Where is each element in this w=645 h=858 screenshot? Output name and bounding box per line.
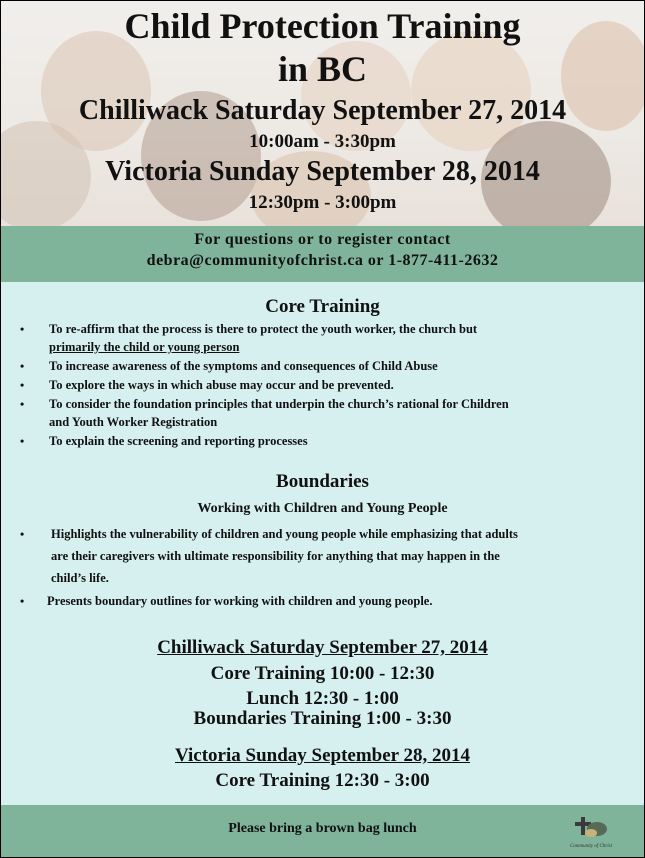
footer-band — [1, 805, 644, 857]
event2-time: 12:30pm - 3:00pm — [248, 192, 397, 213]
victoria-schedule-heading: Victoria Sunday September 28, 2014 — [174, 745, 471, 766]
bullet-icon: • — [20, 434, 25, 448]
bullet-icon: • — [20, 322, 25, 336]
page-title-line2: in BC — [277, 49, 368, 89]
footer-note: Please bring a brown bag lunch — [228, 821, 417, 836]
boundaries-title: Boundaries — [276, 471, 369, 492]
victoria-core-time: Core Training 12:30 - 3:00 — [215, 770, 430, 791]
bullet-icon: • — [20, 359, 25, 373]
event1-heading: Chilliwack Saturday September 27, 2014 — [78, 95, 567, 126]
flyer-page: Child Protection Training in BC Chilliwack Saturday September 27, 2014 10:00am - 3:30pm Victoria Sunday September 28, 2014 12:30pm - 3:00pm For questions or to register contact debra@communityofchrist.ca or 1-877-411-2632 Core Training • To re-affirm that the process is there to protect the youth worker, the church but primarily the child or young person • To increase awareness of the symptoms and consequences of Child Abuse • To explore the ways in which abuse may occur and be prevented. • To consider the foundation principles that underpin the church’s rational for Children and Youth Worker Registration • To explain the screening and reporting processes Boundaries Working with Children and Young People • Highlights the vulnerability of children and young people while emphasizing that adults are their caregivers with ultimate responsibility for anything that may happen in the child’s life. • Presents boundary outlines for working with children and young people. Chilliwack Saturday September 27, 2014 Core Training 10:00 - 12:30 Lunch 12:30 - 1:00 Boundaries Training 1:00 - 3:30 Victoria Sunday September 28, 2014 Core Training 12:30 - 3:00 Please bring a brown bag lunch Community of Christ — [0, 0, 645, 858]
community-of-christ-logo — [561, 813, 621, 851]
contact-email-phone[interactable]: debra@communityofchrist.ca or 1-877-411-2632 — [146, 252, 499, 269]
bullet-icon: • — [20, 378, 25, 392]
chilliwack-core-time: Core Training 10:00 - 12:30 — [210, 663, 435, 684]
bullet-icon: • — [20, 594, 25, 608]
bullet-icon: • — [20, 527, 25, 541]
event2-heading: Victoria Sunday September 28, 2014 — [105, 156, 540, 187]
bullet-icon: • — [20, 397, 25, 411]
logo-text: Community of Christ — [570, 844, 612, 849]
chilliwack-lunch-time: Lunch 12:30 - 1:00 — [246, 688, 399, 709]
boundaries-subtitle: Working with Children and Young People — [197, 501, 448, 516]
page-title-line1: Child Protection Training — [124, 6, 521, 46]
chilliwack-schedule-heading: Chilliwack Saturday September 27, 2014 — [157, 637, 488, 658]
header-banner — [1, 1, 644, 226]
contact-line: For questions or to register contact — [194, 231, 451, 248]
event1-time: 10:00am - 3:30pm — [249, 131, 396, 152]
core-training-title: Core Training — [265, 296, 380, 317]
chilliwack-boundaries-time: Boundaries Training 1:00 - 3:30 — [193, 708, 452, 729]
contact-band — [1, 226, 644, 282]
